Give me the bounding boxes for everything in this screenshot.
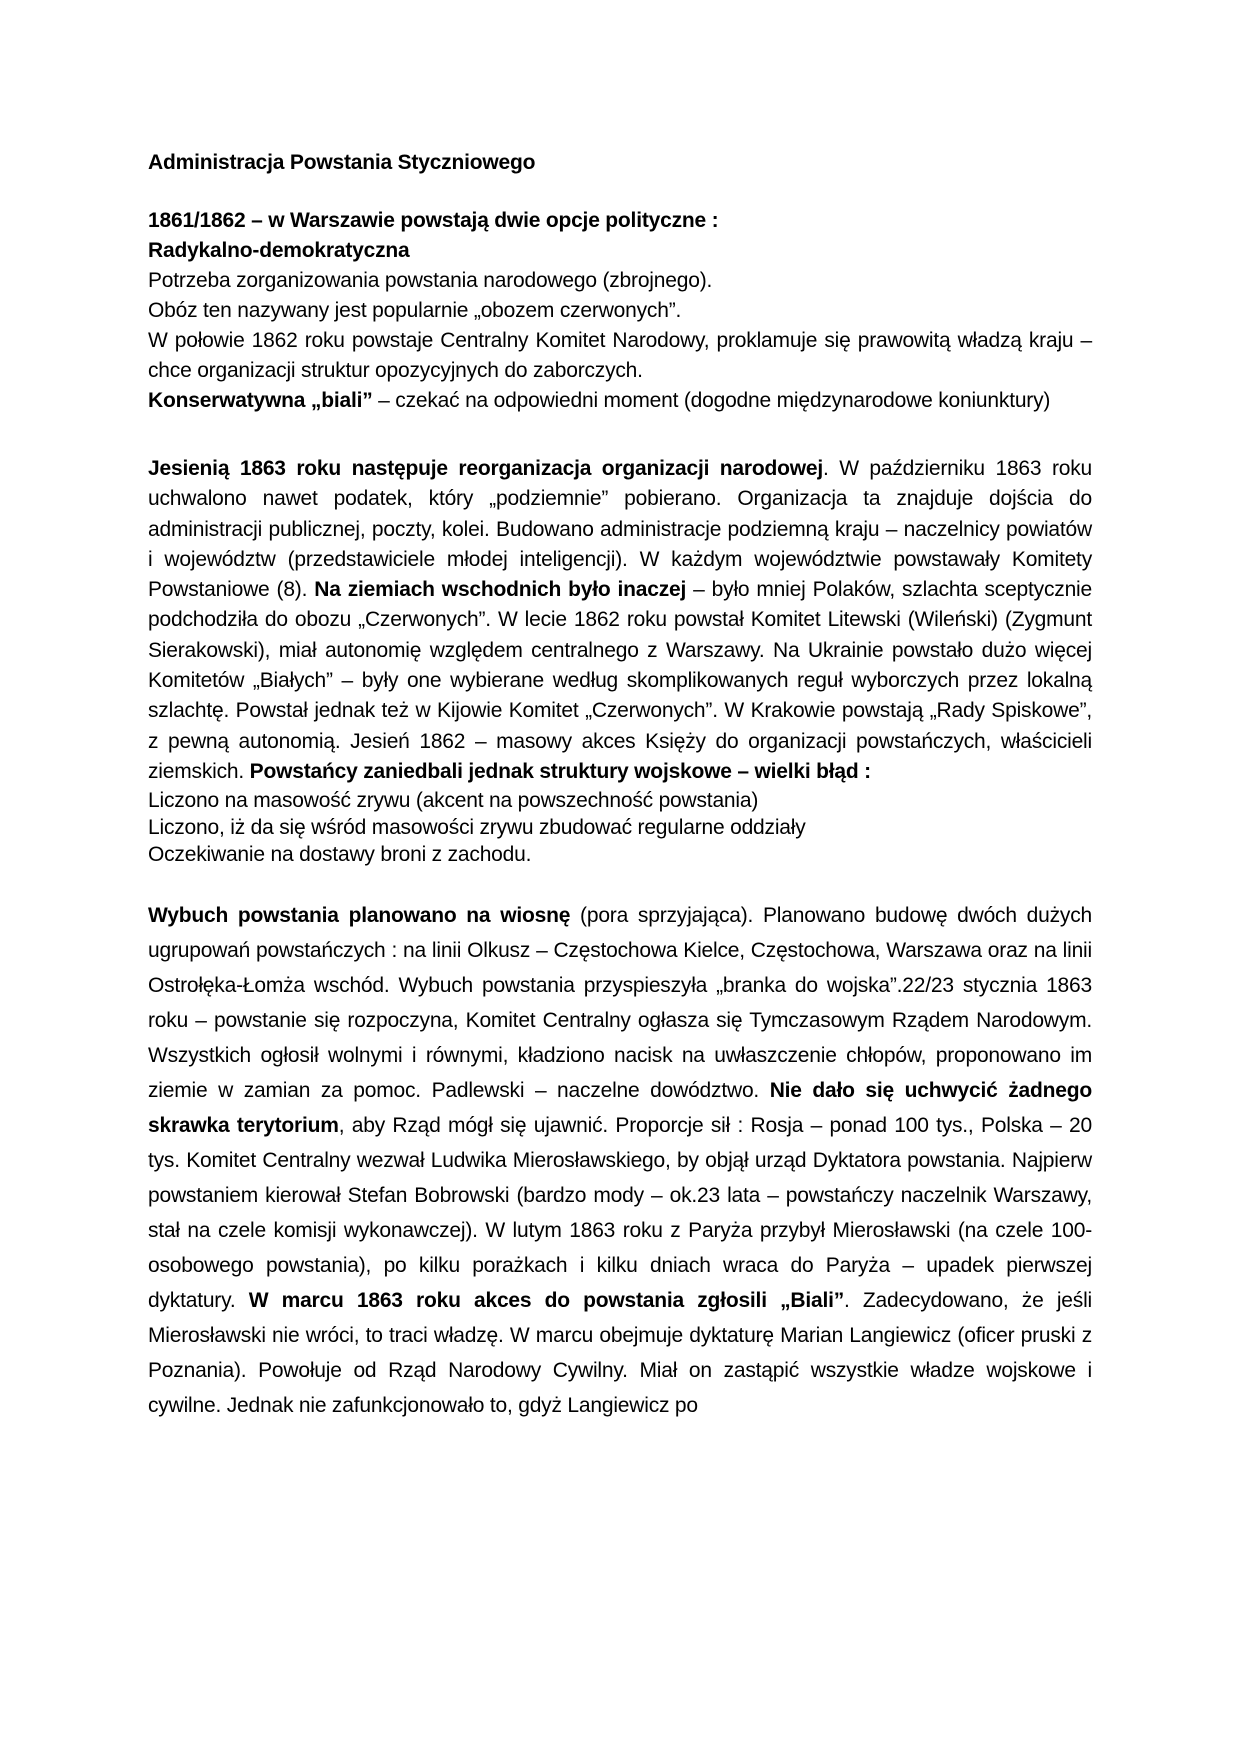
text-run: , aby Rząd mógł się ujawnić. Proporcje sił : Rosja – ponad 100 tys., Polska – 20 tys. Komitet Centralny wezwał Ludwika Mierosławskiego, by objął urząd Dyktatora powstania. Najpierw powstaniem kierował Stefan Bobrowski (bardzo mody – ok.23 lata – powstańczy naczelnik Warszawy, stał na czele komisji wykonawczej). W lutym 1863 roku z Paryża przybył Mierosławski (na czele 100-osobowego powstania), po kilku porażkach i kilku dniach wraca do Paryża – upadek pierwszej dyktatury. [148,1114,1092,1313]
text-run: . Zadecydowano, że jeśli Mierosławski nie wróci, to traci władzę. W marcu obejmuje dyktaturę Marian Langiewicz (oficer pruski z Poznania). Powołuje od Rząd Narodowy Cywilny. Miał on zastąpić wszystkie władze wojskowe i cywilne. Jednak nie zafunkcjonowało to, gdyż Langiewicz po [148,1289,1092,1418]
section-heading: 1861/1862 – w Warszawie powstają dwie opcje polityczne : [148,209,719,232]
list-item: Oczekiwanie na dostawy broni z zachodu. [148,843,532,867]
text-run: – czekać na odpowiedni moment (dogodne międzynarodowe koniunktury) [372,389,1051,412]
paragraph-line: Obóz ten nazywany jest popularnie „obozem czerwonych”. [148,299,682,322]
paragraph [148,454,1092,787]
text-run: (pora sprzyjająca). Planowano budowę dwóch dużych ugrupowań powstańczych : na linii Olkusz – Częstochowa Kielce, Częstochowa, Warszawa oraz na linii Ostrołęka-Łomża wschód. Wybuch powstania przyspieszyła „branka do wojska”.22/23 stycznia 1863 roku – powstanie się rozpoczyna, Komitet Centralny ogłasza się Tymczasowym Rządem Narodowym. Wszystkich ogłosił wolnymi i równymi, kładziono nacisk na uwłaszczenie chłopów, proponowano im ziemie w zamian za pomoc. Padlewski – naczelne dowództwo. [148,904,1092,1103]
document-title: Administracja Powstania Styczniowego [148,151,536,174]
paragraph-gap [148,868,1092,898]
paragraph [148,898,1092,1423]
text-run: . W październiku 1863 roku uchwalono nawet podatek, który „podziemnie” pobierano. Organizacja ta znajduje dojścia do administracji publicznej, poczty, kolei. Budowano administracje podziemną kraju – naczelnicy powiatów i województw (przedstawiciele młodej inteligencji). W każdym województwie powstawały Komitety Powstaniowe (8). [148,457,1093,602]
document-body [148,148,1092,1423]
bold-phrase: Konserwatywna „biali” [148,389,373,412]
section-subheading: Radykalno-demokratyczna [148,239,410,262]
bold-phrase: Nie dało się uchwycić żadnego skrawka terytorium [148,1079,1092,1138]
text-run: – było mniej Polaków, szlachta sceptycznie podchodziła do obozu „Czerwonych”. W lecie 1862 roku powstał Komitet Litewski (Wileński) (Zygmunt Sierakowski), miał autonomię względem centralnego z Warszawy. Na Ukrainie powstało dużo więcej Komitetów „Białych” – były one wybierane według skomplikowanych reguł wyborczych przez lokalną szlachtę. Powstał jednak też w Kijowie Komitet „Czerwonych”. W Krakowie powstają „Rady Spiskowe”, z pewną autonomią. Jesień 1862 – masowy akces Księży do organizacji powstańczych, właścicieli ziemskich. [148,578,1092,783]
section-reorganization [148,454,1092,868]
section-political-options [148,206,1092,416]
bold-phrase: W marcu 1863 roku akces do powstania zgłosili „Biali” [248,1289,845,1313]
paragraph-konserwatywna [148,386,1092,416]
paragraph-gap [148,446,1092,454]
list-item: Liczono na masowość zrywu (akcent na powszechność powstania) [148,789,759,813]
paragraph: W połowie 1862 roku powstaje Centralny Komitet Narodowy, proklamuje się prawowitą władzą kraju – chce organizacji struktur opozycyjnych do zaborczych. [148,329,1092,382]
bold-phrase: Powstańcy zaniedbali jednak struktury wojskowe – wielki błąd : [249,759,871,783]
list-item: Liczono, iż da się wśród masowości zrywu zbudować regularne oddziały [148,816,806,840]
bold-phrase: Na ziemiach wschodnich było inaczej [314,578,687,602]
section-uprising-outbreak [148,898,1092,1423]
paragraph-line: Potrzeba zorganizowania powstania narodowego (zbrojnego). [148,269,713,292]
bold-phrase: Wybuch powstania planowano na wiosnę [148,904,571,928]
paragraph-gap [148,416,1092,446]
bold-phrase: Jesienią 1863 roku następuje reorganizacja organizacji narodowej [148,457,824,480]
